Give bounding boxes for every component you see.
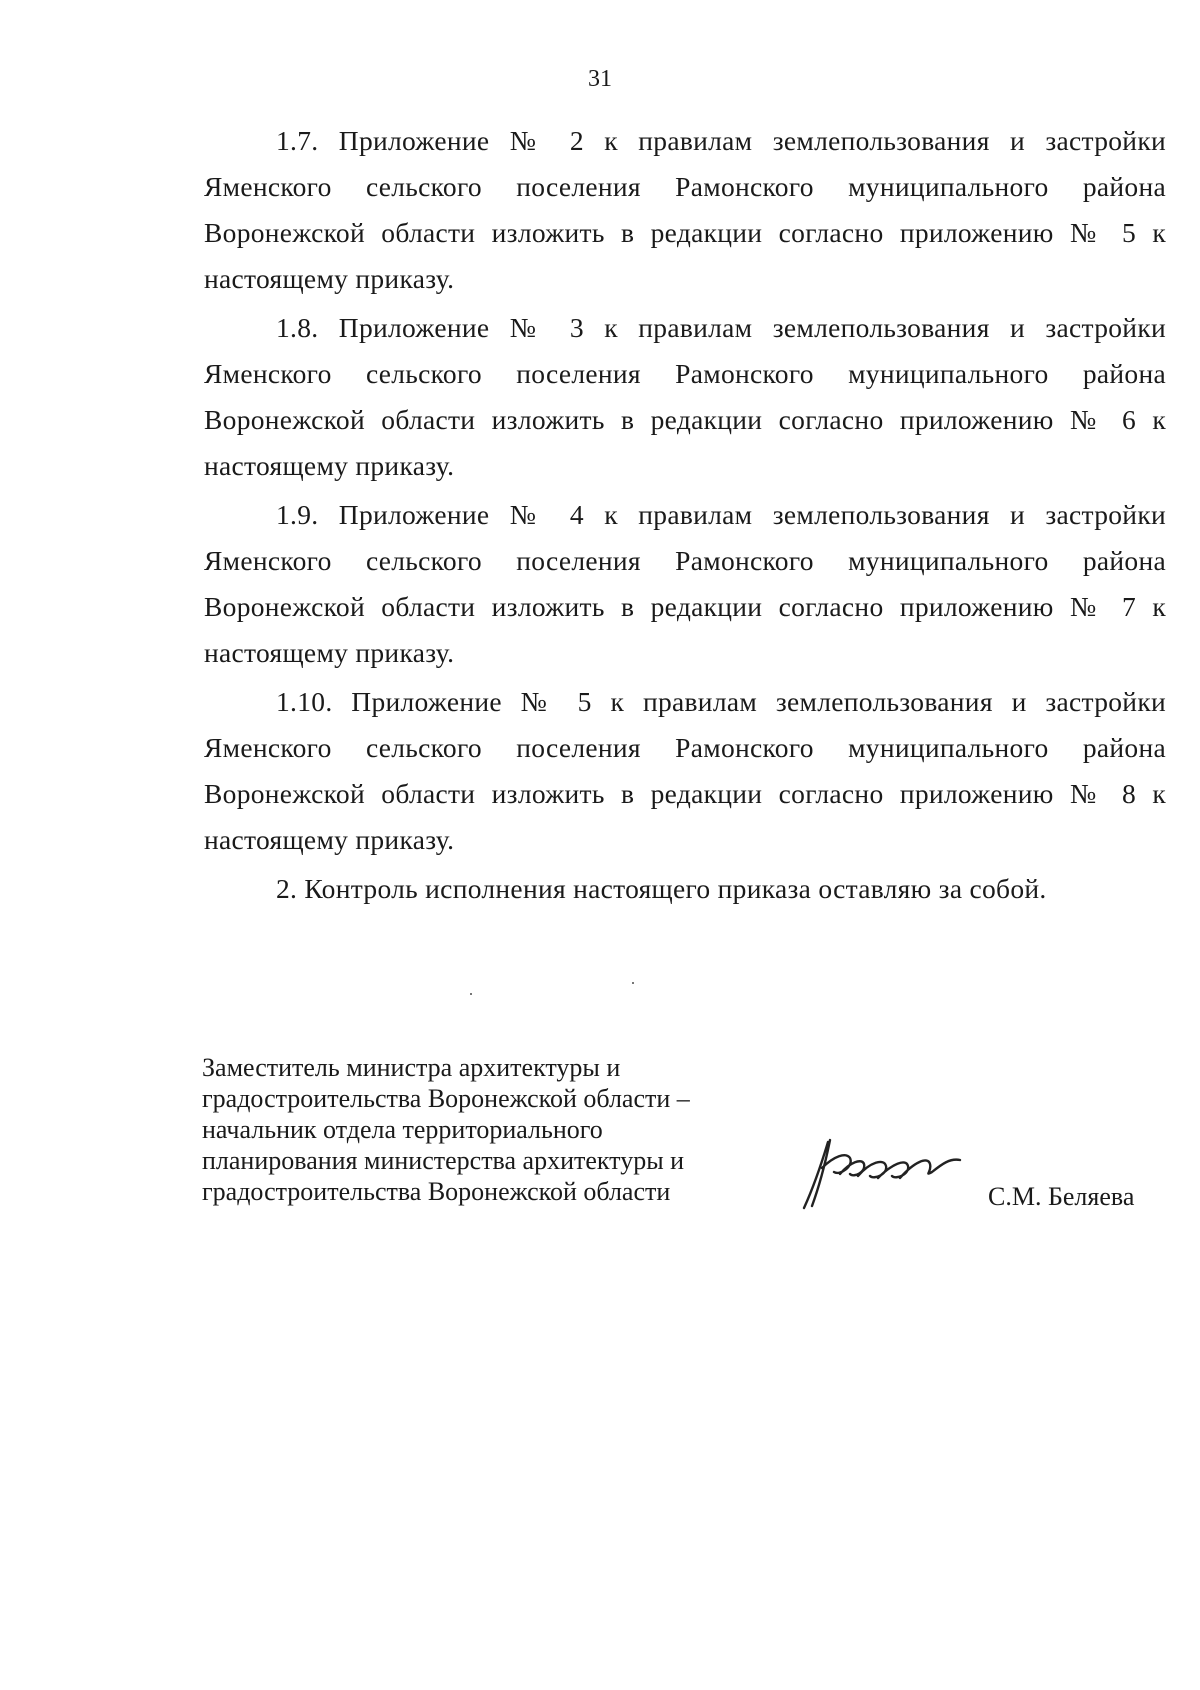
- position-line: начальник отдела территориального: [202, 1115, 603, 1144]
- paragraph-1-10: 1.10. Приложение № 5 к правилам землепользования и застройки Яменского сельского поселения Рамонского муниципального района Воронежской области изложить в редакции согласно приложению № 8 к настоящему приказу.: [204, 686, 1166, 855]
- signatory-name: С.М. Беляева: [988, 1182, 1135, 1211]
- page-number: 31: [588, 66, 612, 92]
- paragraph-1-8: 1.8. Приложение № 3 к правилам землепользования и застройки Яменского сельского поселения Рамонского муниципального района Воронежской области изложить в редакции согласно приложению № 6 к настоящему приказу.: [204, 312, 1166, 481]
- position-line: планирования министерства архитектуры и: [202, 1146, 685, 1175]
- paragraph-1-9: 1.9. Приложение № 4 к правилам землепользования и застройки Яменского сельского поселения Рамонского муниципального района Воронежской области изложить в редакции согласно приложению № 7 к настоящему приказу.: [204, 499, 1166, 668]
- handwritten-signature: [800, 1136, 970, 1212]
- position-line: градостроительства Воронежской области: [202, 1177, 671, 1206]
- position-line: Заместитель министра архитектуры и: [202, 1053, 621, 1082]
- scan-speck: [632, 982, 634, 984]
- document-body: [204, 118, 1166, 915]
- paragraph-1-7: 1.7. Приложение № 2 к правилам землепользования и застройки Яменского сельского поселения Рамонского муниципального района Воронежской области изложить в редакции согласно приложению № 5 к настоящему приказу.: [204, 125, 1166, 294]
- position-line: градостроительства Воронежской области –: [202, 1084, 690, 1113]
- signatory-position: [202, 1052, 762, 1207]
- signature-block: [202, 1052, 1162, 1211]
- paragraph-2: 2. Контроль исполнения настоящего приказа оставляю за собой.: [276, 873, 1047, 904]
- scan-speck: [470, 993, 472, 995]
